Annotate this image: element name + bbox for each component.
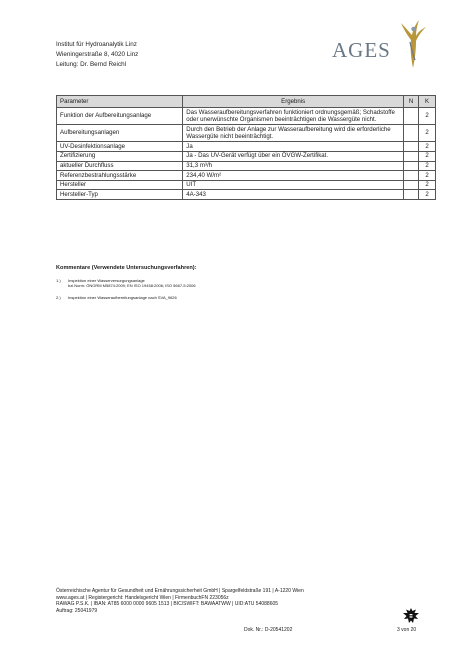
- table-row: [57, 180, 436, 190]
- cell-k: 2: [419, 125, 436, 142]
- cell-n: [404, 151, 419, 161]
- comments-section: [56, 265, 436, 306]
- cell-parameter: Hersteller: [57, 180, 183, 190]
- logo-text: AGES: [332, 38, 391, 62]
- footer-company: Österreichische Agentur für Gesundheit und Ernährungssicherheit GmbH | Spargelfeldstraße 191 | A-1220 Wien: [56, 588, 304, 594]
- table-row: [57, 142, 436, 152]
- note-text: Inspektion einer Wasserversorgungsanlage: [68, 278, 145, 283]
- logo-figure-icon: [398, 18, 428, 70]
- table-row: [57, 171, 436, 181]
- cell-parameter: Funktion der Aufbereitungsanlage: [57, 108, 183, 125]
- institute-name: Institut für Hydroanalytik Linz: [56, 41, 137, 48]
- cell-k: 2: [419, 171, 436, 181]
- cell-n: [404, 142, 419, 152]
- cell-n: [404, 180, 419, 190]
- method-note: [56, 278, 436, 289]
- cell-result: Ja: [183, 142, 404, 152]
- cell-k: 2: [419, 151, 436, 161]
- footer-auftrag: Auftrag: 25041979: [56, 607, 98, 614]
- cell-parameter: Referenzbestrahlungsstärke: [57, 171, 183, 181]
- cell-parameter: Aufbereitungsanlagen: [57, 125, 183, 142]
- note-text: bzl.Norm: ÖNORM M5874:2009; EN ISO 19458:2006; ISO 5667-5:2006: [68, 283, 196, 289]
- method-note: [56, 295, 436, 300]
- table-header-row: [57, 96, 436, 108]
- cell-k: 2: [419, 142, 436, 152]
- institute-address: Wieningerstraße 8, 4020 Linz: [56, 51, 139, 58]
- cell-result: 31,3 m³/h: [183, 161, 404, 171]
- cell-result: 4A-343: [183, 190, 404, 200]
- note-number: 2.): [56, 294, 61, 300]
- table-row: [57, 151, 436, 161]
- austrian-eagle-icon: [401, 606, 421, 626]
- table-row: [57, 125, 436, 142]
- footer-register: www.ages.at | Registergericht: Handelsgericht Wien | FirmenbuchFN 223056z: [56, 594, 229, 601]
- table-row: [57, 108, 436, 125]
- header-n: N: [404, 96, 419, 108]
- cell-n: [404, 108, 419, 125]
- cell-parameter: UV-Desinfektionsanlage: [57, 142, 183, 152]
- table-row: [57, 161, 436, 171]
- cell-parameter: Zertifizierung: [57, 151, 183, 161]
- cell-result: Ja - Das UV-Gerät verfügt über ein ÖVGW-Zertifikat.: [183, 151, 404, 161]
- footer-bank: RAWAG P.S.K. | IBAN: AT85 6000 0000 9605 1513 | BIC/SWIFT: BAWAATWW | UID:ATU 54088605: [56, 601, 279, 607]
- cell-n: [404, 190, 419, 200]
- cell-n: [404, 161, 419, 171]
- footer: [56, 588, 304, 614]
- cell-k: 2: [419, 190, 436, 200]
- cell-k: 2: [419, 108, 436, 125]
- comments-title: Kommentare (Verwendete Untersuchungsverfahren):: [56, 265, 197, 271]
- institute-leader: Leitung: Dr. Bernd Reichl: [56, 61, 127, 68]
- cell-k: 2: [419, 180, 436, 190]
- header-result: Ergebnis: [183, 96, 404, 108]
- cell-result: Das Wasseraufbereitungsverfahren funktioniert ordnungsgemäß; Schadstoffe oder unerwünschte Organismen beeinträchtigen die Wassergüte nicht.: [183, 108, 404, 125]
- page-number: 3 von 20: [397, 627, 417, 633]
- ages-logo: [332, 18, 432, 70]
- document-number: Dok. Nr.: D-20541202: [244, 627, 293, 633]
- cell-result: Durch den Betrieb der Anlage zur Wasseraufbereitung wird die erforderliche Wassergüte nicht beeinträchtigt.: [183, 125, 404, 142]
- cell-parameter: aktueller Durchfluss: [57, 161, 183, 171]
- header-parameter: Parameter: [57, 96, 183, 108]
- header-k: K: [419, 96, 436, 108]
- note-number: 1.): [56, 278, 61, 283]
- cell-parameter: Hersteller-Typ: [57, 190, 183, 200]
- table-row: [57, 190, 436, 200]
- note-text: Inspektion einer Wasseraufbereitungsanlage nach SVA_9626: [68, 294, 177, 300]
- letterhead: [56, 40, 138, 70]
- cell-n: [404, 125, 419, 142]
- cell-result: 234,40 W/m²: [183, 171, 404, 181]
- cell-k: 2: [419, 161, 436, 171]
- results-table: [56, 95, 436, 200]
- cell-n: [404, 171, 419, 181]
- cell-result: UIT: [183, 180, 404, 190]
